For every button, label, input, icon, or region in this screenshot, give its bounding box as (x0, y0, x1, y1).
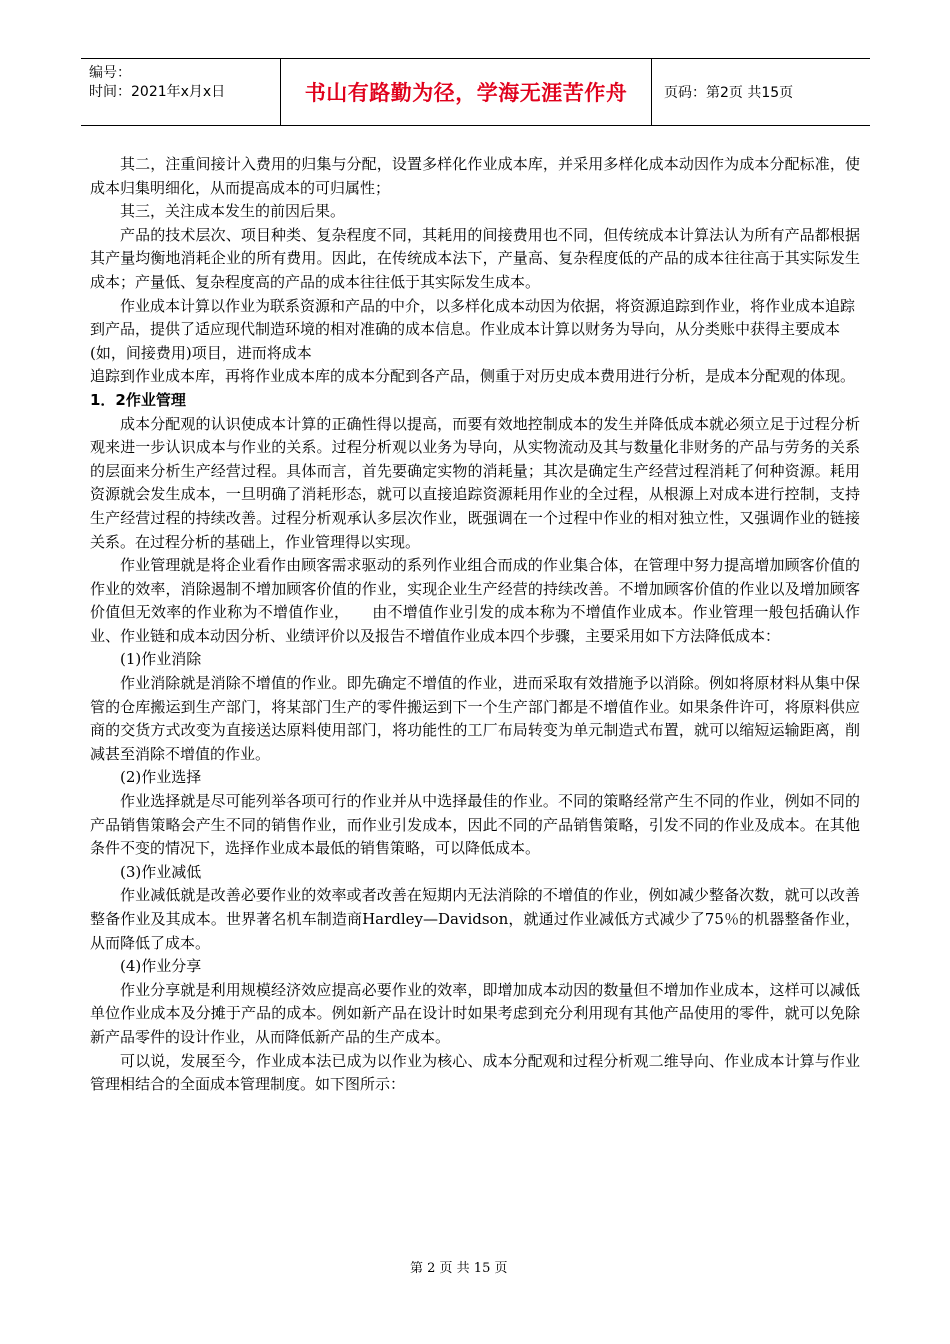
page-footer: 第 2 页 共 15 页 (410, 1261, 508, 1276)
document-body (90, 153, 860, 1097)
paragraph: 其二，注重间接计入费用的归集与分配，设置多样化作业成本库，并采用多样化成本动因作为成本分配标准，使成本归集明细化，从而提高成本的可归属性； (90, 155, 860, 197)
subsection-title: (4)作业分享 (120, 957, 202, 976)
paragraph: 成本分配观的认识使成本计算的正确性得以提高，而要有效地控制成本的发生并降低成本就必须立足于过程分析观来进一步认识成本与作业的关系。过程分析观以业务为导向，从实物流动及其与数量化非财务的产品与劳务的关系的层面来分析生产经营过程。具体而言，首先要确定实物的消耗量；其次是确定生产经营过程消耗了何种资源。耗用资源就会发生成本，一旦明确了消耗形态，就可以直接追踪资源耗用作业的全过程，从根源上对成本进行控制，支持生产经营过程的持续改善。过程分析观承认多层次作业，既强调在一个过程中作业的相对独立性，又强调作业的链接关系。在过程分析的基础上，作业管理得以实现。 (90, 414, 860, 551)
page-header (81, 58, 870, 126)
paragraph: 作业分享就是利用规模经济效应提高必要作业的效率，即增加成本动因的数量但不增加作业成本，这样可以减低单位作业成本及分摊于产品的成本。例如新产品在设计时如果考虑到充分利用现有其他产品使用的零件，就可以免除新产品零件的设计作业，从而降低新产品的生产成本。 (90, 980, 860, 1046)
header-time-label: 时间：2021年x月x日 (89, 84, 226, 100)
header-page-label: 页码：第2页 共15页 (664, 85, 794, 101)
header-number-label: 编号： (89, 65, 131, 81)
subsection-title: (3)作业减低 (120, 862, 202, 881)
paragraph: 产品的技术层次、项目种类、复杂程度不同，其耗用的间接费用也不同，但传统成本计算法认为所有产品都根据其产量均衡地消耗企业的所有费用。因此，在传统成本法下，产量高、复杂程度低的产品的成本往往高于其实际发生成本；产量低、复杂程度高的产品的成本往往低于其实际发生成本。 (90, 225, 860, 291)
paragraph: 可以说，发展至今，作业成本法已成为以作业为核心、成本分配观和过程分析观二维导向、作业成本计算与作业管理相结合的全面成本管理制度。如下图所示： (90, 1051, 860, 1094)
section-heading: 1．2作业管理 (90, 390, 186, 409)
header-meta-cell (81, 59, 281, 125)
paragraph: 作业消除就是消除不增值的作业。即先确定不增值的作业，进而采取有效措施予以消除。例如将原材料从集中保管的仓库搬运到生产部门，将某部门生产的零件搬运到下一个生产部门都是不增值作业。如果条件许可，将原料供应商的交货方式改变为直接送达原料使用部门，将功能性的工厂布局转变为单元制造式布置，就可以缩短运输距离，削减甚至消除不增值的作业。 (90, 674, 860, 763)
paragraph: 作业成本计算以作业为联系资源和产品的中介，以多样化成本动因为依据，将资源追踪到作业，将作业成本追踪到产品，提供了适应现代制造环境的相对准确的成本信息。作业成本计算以财务为导向，从分类账中获得主要成本(如，间接费用)项目，进而将成本 (90, 296, 856, 362)
paragraph: 作业减低就是改善必要作业的效率或者改善在短期内无法消除的不增值的作业，例如减少整备次数，就可以改善整备作业及其成本。世界著名机车制造商Hardley—Davidson，就通过作业减低方式减少了75％的机器整备作业，从而降低了成本。 (90, 886, 860, 952)
paragraph: 作业管理就是将企业看作由顾客需求驱动的系列作业组合而成的作业集合体，在管理中努力提高增加顾客价值的作业的效率，消除遏制不增加顾客价值的作业，实现企业生产经营的持续改善。不增加顾客价值的作业以及增加顾客价值但无效率的作业称为不增值作业， 由不增值作业引发的成本称为不增值作业成本。作业管理一般包括确认作业、作业链和成本动因分析、业绩评价以及报告不增值作业成本四个步骤，主要采用如下方法降低成本： (90, 556, 860, 645)
subsection-title: (1)作业消除 (120, 650, 202, 669)
subsection-title: (2)作业选择 (120, 768, 202, 787)
header-motto: 书山有路勤为径，学海无涯苦作舟 (281, 59, 652, 125)
paragraph: 其三，关注成本发生的前因后果。 (120, 202, 346, 221)
paragraph: 追踪到作业成本库，再将作业成本库的成本分配到各产品，侧重于对历史成本费用进行分析，是成本分配观的体现。 (90, 367, 856, 386)
paragraph: 作业选择就是尽可能列举各项可行的作业并从中选择最佳的作业。不同的策略经常产生不同的作业，例如不同的产品销售策略会产生不同的销售作业，而作业引发成本，因此不同的产品销售策略，引发不同的作业及成本。在其他条件不变的情况下，选择作业成本最低的销售策略，可以降低成本。 (90, 792, 860, 858)
